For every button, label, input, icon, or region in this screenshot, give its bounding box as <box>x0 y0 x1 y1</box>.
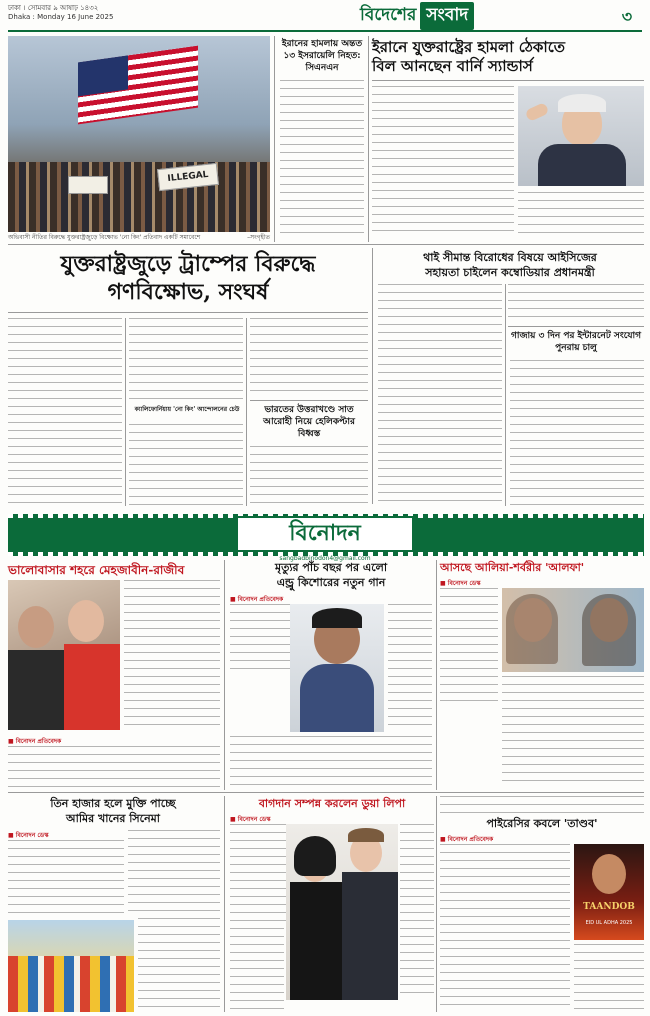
protest-photo <box>8 36 270 232</box>
trump-protest-headline <box>8 250 368 306</box>
protest-sign-blank <box>68 176 108 194</box>
header-date <box>8 4 113 22</box>
ent5-body-side <box>400 824 434 1000</box>
trump-body-col1 <box>8 318 122 506</box>
ent2-byline: ■ বিনোদন প্রতিবেদক <box>230 596 284 603</box>
section-masthead <box>360 3 610 29</box>
team-graphic <box>8 956 134 1012</box>
gaza-body <box>510 360 644 506</box>
column-divider <box>274 36 275 242</box>
ent2-headline-line1: মৃত্যুর পাঁচ বছর পর এলো <box>274 561 388 574</box>
trump-body-col2 <box>129 318 243 404</box>
ent5-headline: বাগদান সম্পন্ন করলেন ডুয়া লিপা <box>258 797 406 810</box>
ent3-body <box>440 588 498 708</box>
outfit-graphic <box>64 644 120 730</box>
trump-headline-line1: যুক্তরাষ্ট্রজুড়ে ট্রাম্পের বিরুদ্ধে <box>60 251 316 277</box>
photo-credit: –সংগৃহীত <box>247 234 270 241</box>
ent1-photo <box>8 580 120 730</box>
trump-body-col3 <box>250 318 368 398</box>
sanders-headline-line2: বিল আনছেন বার্নি স্যান্ডার্স <box>372 57 533 75</box>
shirt-graphic <box>300 664 374 732</box>
hair-graphic <box>294 836 336 876</box>
ent5-photo <box>286 824 398 1000</box>
ent1-headline: ভালোবাসার শহরে মেহজাবীন-রাজীব <box>8 563 185 577</box>
face-graphic <box>18 606 54 648</box>
hair-graphic <box>348 828 384 842</box>
ent4-byline: ■ বিনোদন ডেস্ক <box>8 832 49 839</box>
ent4-headline <box>8 796 218 826</box>
thai-headline-line2: সহায়তা চাইলেন কম্বোডিয়ার প্রধানমন্ত্রী <box>425 266 595 279</box>
ent2-headline-line2: এন্ড্রু কিশোরের নতুন গান <box>276 576 386 589</box>
entertainment-email: sangbadbinodon4@gmail.com <box>279 555 371 562</box>
thai-body-col1 <box>378 284 502 506</box>
column-divider <box>224 560 225 790</box>
date-bengali: ঢাকা । সোমবার ৯ আষাঢ় ১৪৩২ <box>8 4 99 12</box>
ent6-body-side <box>574 944 644 1012</box>
ent2-body-cont <box>230 736 432 788</box>
header-rule <box>8 30 642 32</box>
trump-body-col2-cont <box>129 424 243 506</box>
dress-graphic <box>290 882 342 1000</box>
sanders-body <box>372 86 514 236</box>
gaza-headline: গাজায় ৩ দিন পর ইন্টারনেট সংযোগ পুনরায় চালু <box>510 331 642 353</box>
india-body <box>250 446 368 506</box>
thai-body-col2 <box>508 284 644 324</box>
crowd-graphic <box>8 162 270 232</box>
iran-brief-body <box>280 80 364 240</box>
ent4-body-col2 <box>128 830 220 914</box>
poster-title: TAANDOB <box>583 902 635 912</box>
ent4-headline-line2: আমির খানের সিনেমা <box>66 812 160 825</box>
rule <box>372 80 644 81</box>
ent1-byline: ■ বিনোদন প্রতিবেদক <box>8 738 62 745</box>
rule <box>508 326 644 327</box>
ent1-body <box>124 580 220 730</box>
hair-graphic <box>506 594 558 664</box>
column-divider <box>368 36 369 242</box>
face-graphic <box>592 854 626 894</box>
suit-graphic <box>342 872 398 1000</box>
ent5-body <box>230 824 286 924</box>
poster-date: EID UL ADHA 2025 <box>585 920 633 926</box>
face-graphic <box>68 600 104 642</box>
sanders-body-cont <box>518 192 644 236</box>
ent3-body-cont <box>502 676 644 788</box>
ent6-headline: পাইরেসির কবলে 'তাণ্ডব' <box>486 817 598 830</box>
rule <box>8 792 644 793</box>
ent5-byline: ■ বিনোদন ডেস্ক <box>230 816 271 823</box>
column-divider <box>372 248 373 504</box>
protest-sign: ILLEGAL <box>157 163 219 191</box>
ent3-body-tail <box>440 796 644 814</box>
ent6-body <box>440 844 570 1012</box>
ent2-headline <box>230 560 432 590</box>
column-divider <box>505 284 506 506</box>
thai-headline-line1: থাই সীমান্ত বিরোধের বিষয়ে আইসিজের <box>423 251 597 264</box>
column-divider <box>246 318 247 506</box>
ent3-photo <box>502 588 644 672</box>
hair-graphic <box>582 594 636 666</box>
ent4-body-cont <box>138 918 220 1012</box>
us-flag-graphic <box>78 46 198 125</box>
ent5-body-cont <box>230 928 284 1012</box>
india-headline: ভারতের উত্তরাখণ্ডে সাত আরোহী নিয়ে হেলিকপ্টার বিধ্বস্ত <box>263 405 355 439</box>
hand-graphic <box>524 102 549 122</box>
date-english: Dhaka : Monday 16 June 2025 <box>8 13 114 21</box>
column-divider <box>436 796 437 1012</box>
ent4-photo <box>8 920 134 1012</box>
ent3-byline: ■ বিনোদন ডেস্ক <box>440 580 481 587</box>
thai-headline <box>376 250 644 280</box>
ent6-poster <box>574 844 644 940</box>
rule <box>250 400 368 401</box>
hair-graphic <box>312 608 362 628</box>
ent1-body-cont <box>8 746 220 788</box>
trump-inner-subhead: ক্যালিফোর্নিয়ায় 'নো কিং' আন্দোলনের চেউ <box>134 406 240 413</box>
photo-caption: অভিবাসী নীতির বিরুদ্ধে যুক্তরাষ্ট্রজুড়ে বিক্ষোভ 'নো কিং' প্রতিবাদ একটি সমাবেশে <box>8 234 201 241</box>
ent3-headline: আসছে আলিয়া-শর্বরীর 'আলফা' <box>440 561 585 574</box>
page-number: ৩ <box>621 7 633 26</box>
sanders-photo <box>518 86 644 186</box>
rule <box>8 312 368 313</box>
section-name-part1: বিদেশের <box>360 5 417 25</box>
ent4-headline-line1: তিন হাজার হলে মুক্তি পাচ্ছে <box>50 797 176 810</box>
rule <box>8 244 644 245</box>
section-name-part2: সংবাদ <box>420 2 474 30</box>
column-divider <box>224 796 225 1012</box>
suit-graphic <box>538 144 626 186</box>
ent2-body-side <box>388 604 432 732</box>
sanders-headline-line1: ইরানে যুক্তরাষ্ট্রের হামলা ঠেকাতে <box>372 38 566 56</box>
ent2-photo <box>290 604 384 732</box>
ent6-byline: ■ বিনোদন প্রতিবেদক <box>440 836 494 843</box>
sanders-headline <box>372 38 644 76</box>
outfit-graphic <box>8 650 68 730</box>
entertainment-title: বিনোদন <box>236 516 414 552</box>
iran-brief-headline: ইরানের হামলায় অন্তত ১৩ ইসরায়েলি নিহত: সিএনএন <box>281 39 363 73</box>
trump-headline-line2: গণবিক্ষোভ, সংঘর্ষ <box>107 279 269 305</box>
ent4-body <box>8 840 124 924</box>
column-divider <box>436 560 437 790</box>
column-divider <box>125 318 126 506</box>
hair-graphic <box>558 94 606 112</box>
